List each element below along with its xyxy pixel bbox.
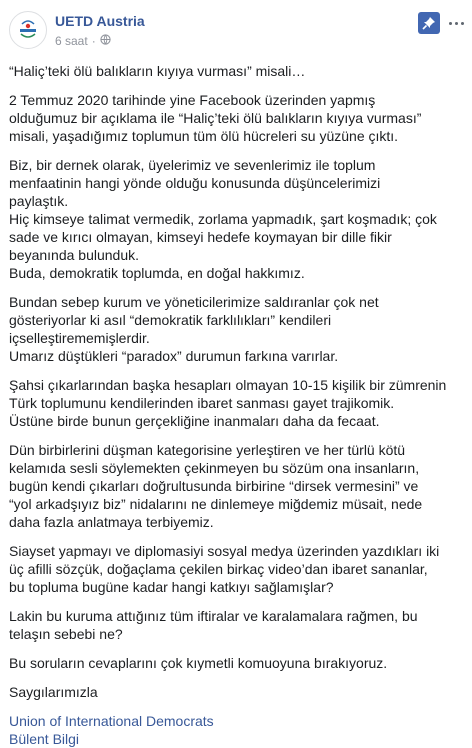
signature-org-link[interactable]: Union of International Democrats	[9, 713, 214, 729]
pin-icon	[422, 16, 436, 30]
post-meta	[55, 34, 111, 48]
globe-icon[interactable]	[100, 34, 111, 48]
post-paragraph: 2 Temmuz 2020 tarihinde yine Facebook üzerinden yapmış olduğumuz bir açıklama ile “Haliç’teki ölü balıkların kıyıya vurması” misali, yaşadığımız toplumun tüm ölü hücreleri su yüzüne çıktı.	[9, 92, 422, 144]
post-paragraph: Biz, bir dernek olarak, üyelerimiz ve sevenlerimiz ile toplum menfaatinin hangi yönde olduğu konusunda düşüncelerimizi paylaştık. Hiç kimseye talimat vermedik, zorlama yapmadık, şart koşmadık; çok sade ve kırıcı olmayan, kimseyi hedefe koymayan bir dille fikir beyanında bulunduk. Buda, demokratik toplumda, en doğal hakkımız.	[9, 157, 437, 281]
post-body	[9, 62, 465, 748]
post-time[interactable]: 6 saat	[55, 34, 88, 48]
uetd-logo-icon	[10, 12, 46, 48]
more-icon	[455, 22, 458, 25]
more-icon	[461, 22, 464, 25]
post-paragraph: Bu soruların cevaplarını çok kıymetli komuoyuna bırakıyoruz.	[9, 655, 388, 671]
post-paragraph: Dün birbirlerini düşman kategorisine yerleştiren ve her türlü kötü kelamıda sesli söylemekten çekinmeyen bu sözüm ona insanların, bugün kendi çıkarları doğrultusunda birbirine “dirsek vermesini” ve “yol arkadşıyız biz” nidalarını ne dinlemeye miğdemiz müsait, nede daha fazla anlatmaya terbiyemiz.	[9, 442, 423, 530]
signature	[9, 712, 465, 748]
meta-separator: ·	[91, 34, 96, 48]
post-paragraph: Şahsi çıkarlarından başka hesapları olmayan 10-15 kişilik bir zümrenin Türk toplumunu kendilerinden ibaret sanması gayet trajikomik. Üstüne birde bunun gerçekliğine inanmaları daha da fecaat.	[9, 377, 447, 429]
page-name-link[interactable]: UETD Austria	[55, 13, 145, 29]
pin-button[interactable]	[418, 12, 440, 34]
post-paragraph: “Haliç’teki ölü balıkların kıyıya vurması” misali…	[9, 63, 306, 79]
post-header	[0, 0, 472, 60]
page-avatar[interactable]	[9, 11, 47, 49]
post-paragraph: Lakin bu kuruma attığınız tüm iftiralar ve karalamalara rağmen, bu telaşın sebebi ne?	[9, 608, 418, 642]
post-paragraph: Saygılarımızla	[9, 684, 98, 700]
post-paragraph: Bundan sebep kurum ve yöneticilerimize saldıranlar çok net gösteriyorlar ki asıl “demokratik farklılıkları” kendileri içselleştirememişlerdir. Umarız düştükleri “paradox” durumun farkına varırlar.	[9, 294, 379, 364]
more-options-button[interactable]	[446, 13, 466, 33]
signature-person-link[interactable]: Bülent Bilgi	[9, 731, 80, 747]
post-paragraph: Siayset yapmayı ve diplomasiyi sosyal medya üzerinden yazdıkları iki üç afilli sözçük, doğaçlama çekilen birkaç video’dan ibaret sananlar, bu topluma bugüne kadar hangi katkıyı sağlamışlar?	[9, 543, 440, 595]
more-icon	[449, 22, 452, 25]
